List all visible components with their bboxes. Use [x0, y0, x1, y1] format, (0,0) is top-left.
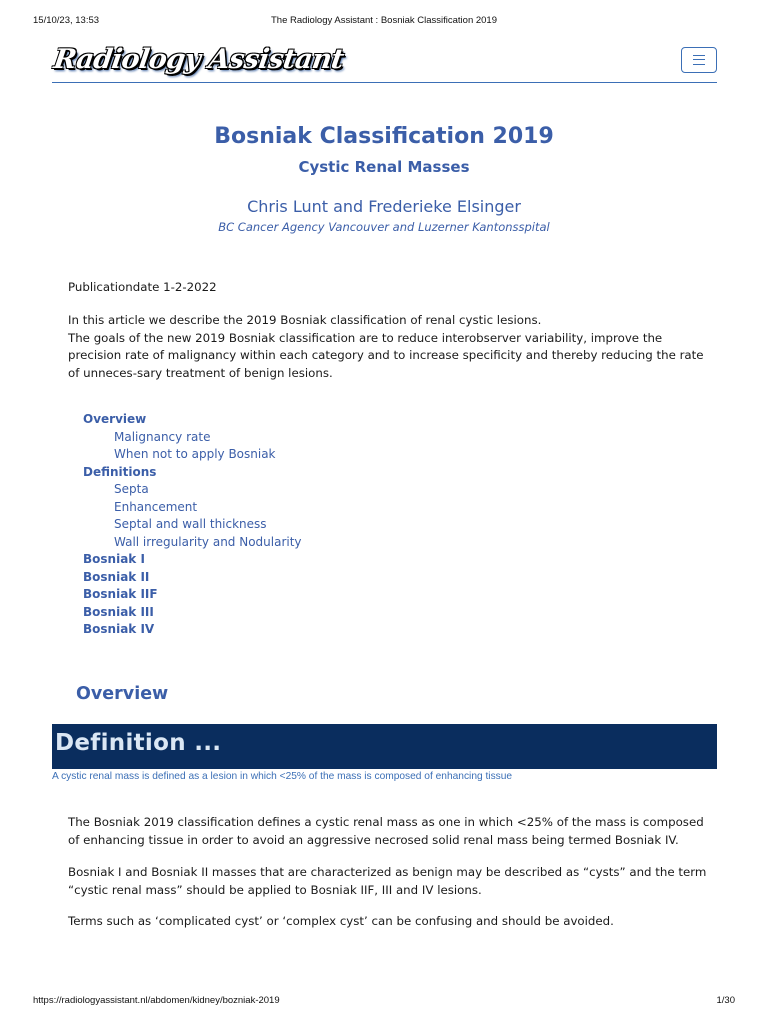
overview-paragraph-2 [68, 864, 708, 899]
site-logo[interactable]: Radiology Assistant [51, 44, 346, 75]
definition-banner-text: Definition ... [55, 730, 222, 756]
overview-paragraph-3 [68, 913, 708, 931]
toc-link-when-not-to-apply-bosniak[interactable]: When not to apply Bosniak [114, 447, 276, 461]
overview-paragraph-1 [68, 814, 708, 849]
publication-date-text: Publicationdate 1-2-2022 [68, 280, 217, 294]
intro-paragraph-1: In this article we describe the 2019 Bosniak classification of renal cystic lesions. [68, 313, 542, 327]
authors: Chris Lunt and Frederieke Elsinger [247, 197, 521, 216]
print-page-title: The Radiology Assistant : Bosniak Classification 2019 [270, 15, 497, 26]
toc-link-malignancy-rate[interactable]: Malignancy rate [114, 429, 211, 444]
toc-link-bosniak-i[interactable]: Bosniak I [83, 552, 145, 566]
hamburger-menu-icon [693, 55, 705, 65]
intro [68, 312, 708, 382]
affiliation: BC Cancer Agency Vancouver and Luzerner Kantonsspital [218, 220, 550, 234]
print-datetime: 15/10/23, 13:53 [33, 15, 100, 26]
site-header [52, 44, 717, 83]
page-subtitle: Cystic Renal Masses [298, 158, 470, 176]
menu-button[interactable] [681, 47, 717, 73]
definition-image [52, 724, 717, 769]
toc-link-bosniak-iii[interactable]: Bosniak III [83, 604, 154, 619]
toc-link-enhancement[interactable]: Enhancement [114, 499, 198, 514]
toc-link-septa[interactable]: Septa [114, 482, 149, 496]
page-title: Bosniak Classification 2019 [214, 124, 554, 149]
toc-link-definitions[interactable]: Definitions [83, 464, 157, 479]
toc-link-bosniak-iif[interactable]: Bosniak IIF [83, 587, 158, 601]
table-of-contents [83, 411, 302, 639]
print-page-number: 1/30 [716, 995, 735, 1006]
toc-link-bosniak-ii[interactable]: Bosniak II [83, 569, 150, 584]
image-caption: A cystic renal mass is defined as a lesion in which <25% of the mass is composed of enhancing tissue [52, 771, 513, 782]
toc-link-bosniak-iv[interactable]: Bosniak IV [83, 622, 155, 636]
toc-link-wall-irregularity-and-nodularity[interactable]: Wall irregularity and Nodularity [114, 534, 302, 549]
overview-text-3: Terms such as ‘complicated cyst’ or ‘complex cyst’ can be confusing and should be avoided. [68, 914, 614, 928]
intro-paragraph-2: The goals of the new 2019 Bosniak classification are to reduce interobserver variability, improve the precision rate of malignancy within each category and to increase specificity and thereby reducing the rate of unneces-sary treatment of benign lesions. [68, 330, 704, 380]
overview-text-2: Bosniak I and Bosniak II masses that are characterized as benign may be described as “cysts” and the term “cystic renal mass” should be applied to Bosniak IIF, III and IV lesions. [68, 865, 707, 897]
toc-link-overview[interactable]: Overview [83, 412, 147, 426]
print-url: https://radiologyassistant.nl/abdomen/kidney/bozniak-2019 [33, 995, 280, 1006]
section-heading-overview: Overview [76, 684, 169, 704]
overview-text-1: The Bosniak 2019 classification defines a cystic renal mass as one in which <25% of the mass is composed of enhancing tissue in order to avoid an aggressive necrosed solid renal mass being termed Bosniak IV. [68, 815, 704, 847]
publication-date [68, 279, 708, 297]
toc-link-septal-and-wall-thickness[interactable]: Septal and wall thickness [114, 517, 267, 531]
